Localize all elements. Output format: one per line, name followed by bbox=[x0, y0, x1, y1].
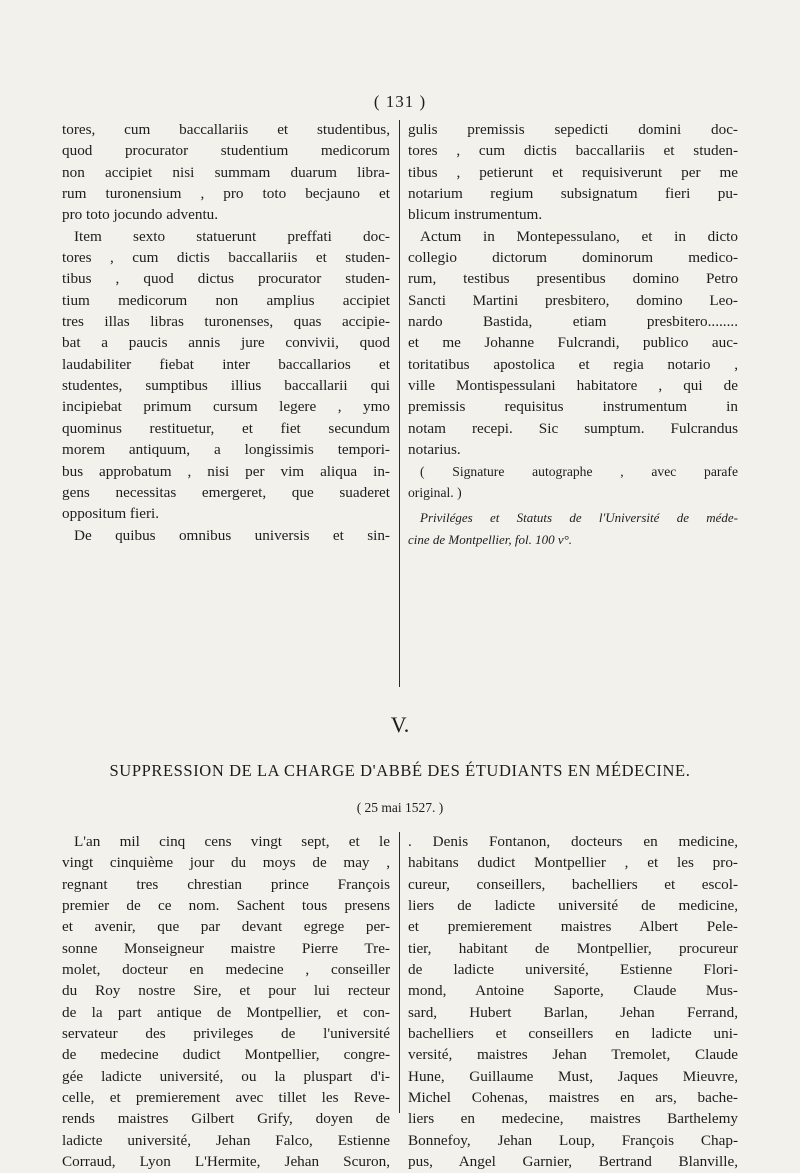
text-line: rum turonensium , pro toto becjauno et bbox=[62, 185, 390, 203]
text-line: et me Johanne Fulcrandi, publico auc- bbox=[408, 334, 738, 352]
text-line: celle, et premierement avec tillet les Reve- bbox=[62, 1089, 390, 1107]
text-line: tores, cum baccallariis et studentibus, bbox=[62, 121, 390, 138]
bottom-right-column bbox=[408, 831, 738, 1173]
text-line: . Denis Fontanon, docteurs en medicine, bbox=[408, 833, 738, 850]
text-line: premissis requisitus instrumentum in bbox=[408, 398, 738, 416]
text-line: blicum instrumentum. bbox=[408, 206, 543, 224]
text-line: gée ladicte université, ou la pluspart d'i- bbox=[62, 1067, 390, 1085]
text-line: Hune, Guillaume Must, Jaques Mieuvre, bbox=[408, 1067, 738, 1085]
text-line: original. ) bbox=[408, 484, 462, 500]
text-line: cureur, conseillers, bachelliers et escol- bbox=[408, 875, 738, 893]
text-line: du Roy nostre Sire, et pour lui recteur bbox=[62, 982, 390, 1000]
text-line: laudabiliter fiebat inter baccallarios et bbox=[62, 355, 390, 373]
text-line: liers en medecine, maistres Barthelemy bbox=[408, 1110, 738, 1128]
text-line: de ladicte université, Estienne Flori- bbox=[408, 961, 738, 979]
text-line: bat a paucis annis jure convivii, quod bbox=[62, 334, 390, 352]
text-line: vingt cinquième jour du moys de may , bbox=[62, 854, 390, 872]
text-line: tres illas libras turonenses, quas accipie- bbox=[62, 313, 390, 331]
paragraph bbox=[62, 119, 390, 226]
text-line: pus, Angel Garnier, Bertrand Blanville, bbox=[408, 1153, 738, 1171]
text-line: Sancti Martini presbitero, domino Leo- bbox=[408, 291, 738, 309]
paragraph bbox=[62, 226, 390, 525]
text-line: Michel Cohenas, maistres en ars, bache- bbox=[408, 1089, 738, 1107]
text-line: gens necessitas emergeret, que suaderet bbox=[62, 483, 390, 501]
text-line: notam recepi. Sic sumptum. Fulcrandus bbox=[408, 419, 738, 437]
text-line: morem antiquum, a longissimis tempori- bbox=[62, 441, 390, 459]
text-line: Corraud, Lyon L'Hermite, Jehan Scuron, bbox=[62, 1153, 390, 1171]
text-line: notarius. bbox=[408, 441, 461, 459]
text-line: gulis premissis sepedicti domini doc- bbox=[408, 121, 738, 138]
text-line: De quibus omnibus universis et sin- bbox=[74, 526, 390, 544]
text-line: Bonnefoy, Jehan Loup, François Chap- bbox=[408, 1131, 738, 1149]
text-line: tibus , quod dictus procurator studen- bbox=[62, 270, 390, 288]
source-citation bbox=[408, 507, 738, 550]
text-line: de medecine dudict Montpellier, congre- bbox=[62, 1046, 390, 1064]
text-line: toritatibus apostolica et regia notario , bbox=[408, 355, 738, 373]
paragraph bbox=[408, 226, 738, 461]
text-line: ladicte université, Jehan Falco, Estienne bbox=[62, 1131, 390, 1149]
text-line: tium medicorum non amplius accipiet bbox=[62, 291, 390, 309]
text-line: Actum in Montepessulano, et in dicto bbox=[420, 227, 738, 245]
paragraph bbox=[408, 831, 738, 1173]
text-line: incipiebat primum cursum legere , ymo bbox=[62, 398, 390, 416]
text-line: versité, maistres Jehan Tremolet, Claude bbox=[408, 1046, 738, 1064]
text-line: collegio dictorum dominorum medico- bbox=[408, 249, 738, 267]
text-line: et premierement maistres Albert Pele- bbox=[408, 918, 738, 936]
bottom-left-column bbox=[62, 831, 390, 1173]
text-line: Item sexto statuerunt preffati doc- bbox=[74, 227, 390, 245]
text-line: quominus restituetur, et fiet secundum bbox=[62, 419, 390, 437]
column-divider bbox=[399, 832, 400, 1113]
text-line: tier, habitant de Montpellier, procureur bbox=[408, 939, 738, 957]
text-line: bachelliers et conseillers en ladicte uni- bbox=[408, 1025, 738, 1043]
section-date: ( 25 mai 1527. ) bbox=[356, 800, 444, 815]
text-line: cine de Montpellier, fol. 100 v°. bbox=[408, 531, 573, 547]
text-line: bus approbatum , nisi per vim aliqua in- bbox=[62, 462, 390, 480]
text-line: habitans dudict Montpellier , et les pro- bbox=[408, 854, 738, 872]
text-line: molet, docteur en medecine , conseiller bbox=[62, 961, 390, 979]
text-line: oppositum fieri. bbox=[62, 505, 160, 523]
text-line: ville Montispessulani habitatore , qui de bbox=[408, 377, 738, 395]
text-line: liers de ladicte université de medicine, bbox=[408, 897, 738, 915]
text-line: non accipiet nisi summam duarum libra- bbox=[62, 163, 390, 181]
text-line: mond, Antoine Saporte, Claude Mus- bbox=[408, 982, 738, 1000]
text-line: premier de ce nom. Sachent tous presens bbox=[62, 897, 390, 915]
page-number: ( 131 ) bbox=[373, 92, 427, 111]
text-line: L'an mil cinq cens vingt sept, et le bbox=[74, 833, 390, 850]
text-line: servateur des privileges de l'université bbox=[62, 1025, 390, 1043]
top-right-column bbox=[408, 119, 738, 550]
column-divider bbox=[399, 120, 400, 687]
text-line: nardo Bastida, etiam presbitero........ bbox=[408, 313, 738, 331]
text-line: tores , cum dictis baccallariis et studen- bbox=[408, 142, 738, 160]
text-line: rum, testibus presentibus domino Petro bbox=[408, 270, 738, 288]
paragraph bbox=[408, 119, 738, 226]
section-number: V. bbox=[390, 712, 410, 737]
text-line: tibus , petierunt et requisiverunt per me bbox=[408, 163, 738, 181]
text-line: pro toto jocundo adventu. bbox=[62, 206, 219, 224]
text-line: quod procurator studentium medicorum bbox=[62, 142, 390, 160]
text-line: de la part antique de Montpellier, et con- bbox=[62, 1003, 390, 1021]
text-line: et avenir, que par devant egrege per- bbox=[62, 918, 390, 936]
text-line: regnant tres chrestian prince François bbox=[62, 875, 390, 893]
text-line: notarium regium subsignatum fieri pu- bbox=[408, 185, 738, 203]
section-title: SUPPRESSION DE LA CHARGE D'ABBÉ DES ÉTUDIANTS EN MÉDECINE. bbox=[109, 761, 691, 780]
text-line: rends maistres Gilbert Grify, doyen de bbox=[62, 1110, 390, 1128]
text-line: sard, Hubert Barlan, Jehan Ferrand, bbox=[408, 1003, 738, 1021]
paragraph bbox=[62, 525, 390, 546]
text-line: sonne Monseigneur maistre Pierre Tre- bbox=[62, 939, 390, 957]
paragraph bbox=[62, 831, 390, 1173]
text-line: tores , cum dictis baccallariis et studen- bbox=[62, 249, 390, 267]
text-line: studentes, sumptibus illius baccallarii qui bbox=[62, 377, 390, 395]
top-left-column bbox=[62, 119, 390, 546]
text-line: ( Signature autographe , avec parafe bbox=[420, 463, 738, 479]
signature-note bbox=[408, 461, 738, 504]
text-line: Priviléges et Statuts de l'Université de méde- bbox=[420, 510, 738, 526]
